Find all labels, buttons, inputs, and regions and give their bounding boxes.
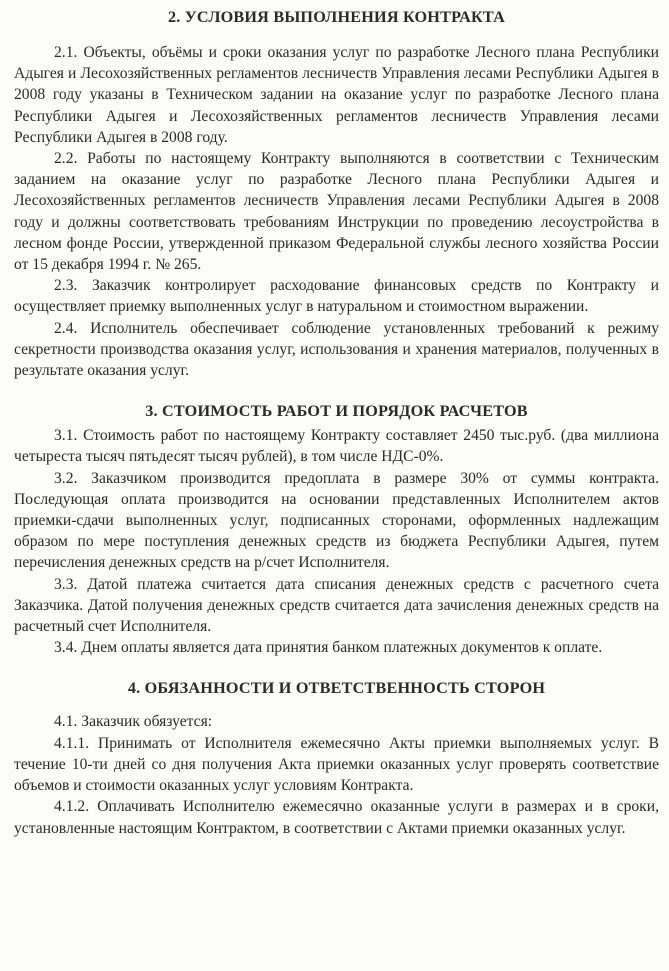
paragraph-3-1: 3.1. Стоимость работ по настоящему Контракту составляет 2450 тыс.руб. (два миллиона четыреста тысяч пятьдесят тысяч рублей), в том числе НДС-0%. [14, 427, 659, 466]
paragraph-2-2: 2.2. Работы по настоящему Контракту выполняются в соответствии с Техническим заданием на оказание услуг по разработке Лесного плана Республики Адыгея и Лесохозяйственных регламентов лесничеств Управления лесами Республики Адыгея в 2008 году и должны соответствовать требованиям Инструкции по проведению лесоустройства в лесном фонде России, утвержденной приказом Федеральной службы лесного хозяйства России от 15 декабря 1994 г. № 265. [14, 150, 659, 274]
paragraph-2-4: 2.4. Исполнитель обеспечивает соблюдение установленных требований к режиму секретности производства оказания услуг, использования и хранения материалов, полученных в результате оказания услуг. [14, 319, 659, 380]
section-2-heading: 2. УСЛОВИЯ ВЫПОЛНЕНИЯ КОНТРАКТА [167, 8, 505, 26]
section-4-heading: 4. ОБЯЗАННОСТИ И ОТВЕТСТВЕННОСТЬ СТОРОН [127, 679, 546, 698]
paragraph-4-1: 4.1. Заказчик обязуется: [54, 713, 213, 731]
section-3-heading: 3. СТОИМОСТЬ РАБОТ И ПОРЯДОК РАСЧЕТОВ [145, 402, 528, 421]
paragraph-4-1-1: 4.1.1. Принимать от Исполнителя ежемесячно Акты приемки выполняемых услуг. В течение 10-ти дней со дня получения Акта приемки оказанных услуг проверять соответствие объемов и стоимости оказанных услуг условиям Контракта. [14, 734, 659, 795]
paragraph-2-1: 2.1. Объекты, объёмы и сроки оказания услуг по разработке Лесного плана Республики Адыгея и Лесохозяйственных регламентов лесничеств Управления лесами Республики Адыгея в 2008 году указаны в Техническом задании на оказание услуг по разработке Лесного плана Республики Адыгея и Лесохозяйственных регламентов лесничеств Управления лесами Республики Адыгея в 2008 году. [14, 44, 659, 146]
paragraph-2-3: 2.3. Заказчик контролирует расходование финансовых средств по Контракту и осуществляет приемку выполненных услуг в натуральном и стоимостном выражении. [14, 277, 659, 316]
paragraph-3-4: 3.4. Днем оплаты является дата принятия банком платежных документов к оплате. [54, 639, 603, 657]
paragraph-4-1-2: 4.1.2. Оплачивать Исполнителю ежемесячно оказанные услуги в размерах и в сроки, установленные настоящим Контрактом, в соответствии с Актами приемки оказанных услуг. [14, 798, 659, 837]
paragraph-3-2: 3.2. Заказчиком производится предоплата в размере 30% от суммы контракта. Последующая оплата производится на основании представленных Исполнителем актов приемки-сдачи выполненных услуг, подписанных сторонами, оформленных надлежащим образом по мере поступления денежных средств из бюджета Республики Адыгея, путем перечисления денежных средств на р/счет Исполнителя. [14, 469, 659, 572]
paragraph-3-3: 3.3. Датой платежа считается дата списания денежных средств с расчетного счета Заказчика. Датой получения денежных средств считается дата зачисления денежных средств на расчетный счет Исполнителя. [14, 575, 659, 636]
